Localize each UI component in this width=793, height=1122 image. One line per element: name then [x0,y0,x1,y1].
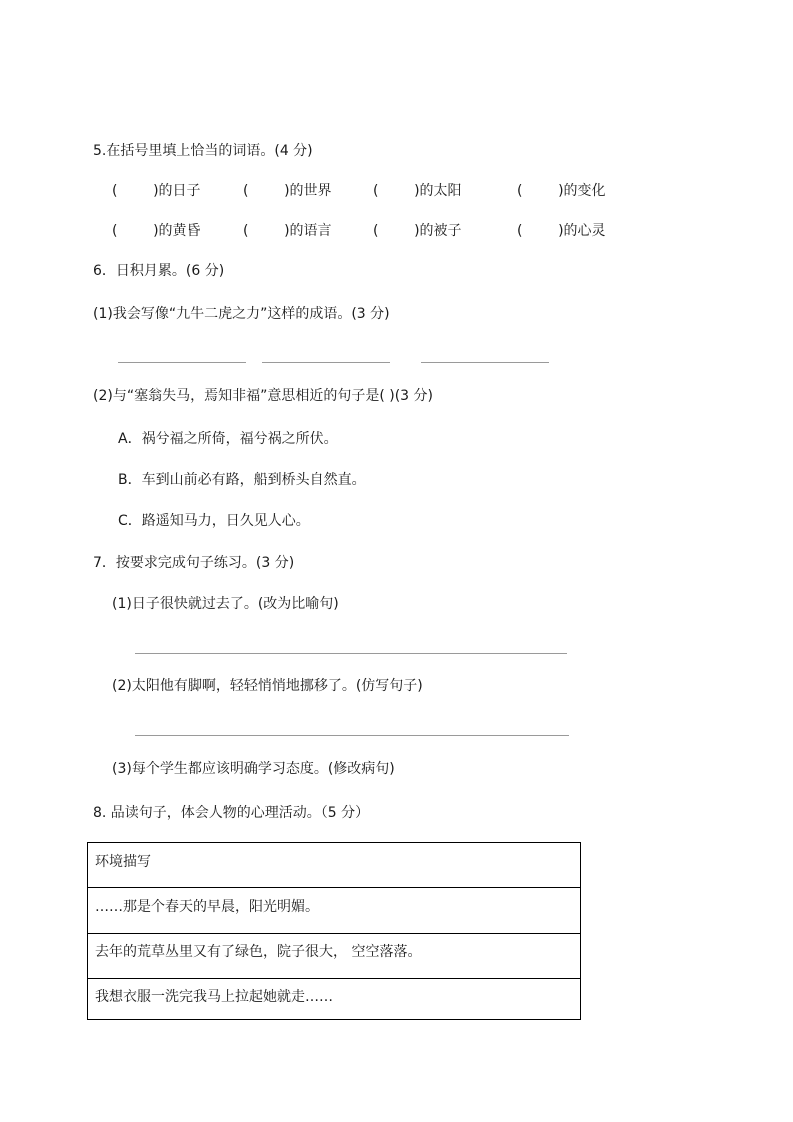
table-row: 我想衣服一洗完我马上拉起她就走…… [95,989,333,1005]
environment-table [87,842,581,1020]
answer-line-3[interactable] [421,362,549,363]
table-row: ……那是个春天的早晨，阳光明媚。 [95,899,319,915]
q5-blank-1[interactable]: ( )的日子 [112,183,201,199]
q5-blank-3[interactable]: ( )的太阳 [373,183,462,199]
q5-title: 5.在括号里填上恰当的词语。(4 分) [93,143,313,159]
q5-blank-7[interactable]: ( )的被子 [373,223,462,239]
q5-blank-6[interactable]: ( )的语言 [243,223,332,239]
q5-blank-2[interactable]: ( )的世界 [243,183,332,199]
answer-line-4[interactable] [135,653,567,654]
q5-blank-8[interactable]: ( )的心灵 [517,223,606,239]
q5-blank-4[interactable]: ( )的变化 [517,183,606,199]
q6-option-b[interactable]: B．车到山前必有路，船到桥头自然直。 [118,472,366,488]
table-row: 去年的荒草丛里又有了绿色，院子很大， 空空落落。 [95,944,422,960]
q6-option-c[interactable]: C．路遥知马力，日久见人心。 [118,513,310,529]
q6-title: 6．日积月累。(6 分) [93,263,225,279]
q7-title: 7．按要求完成句子练习。(3 分) [93,555,295,571]
q8-title: 8. 品读句子，体会人物的心理活动。（5 分） [93,805,370,821]
table-row-divider [88,978,580,979]
answer-line-5[interactable] [135,735,569,736]
q7-part3: (3)每个学生都应该明确学习态度。(修改病句) [112,761,395,777]
table-row-divider [88,933,580,934]
answer-line-1[interactable] [118,362,246,363]
q7-part2: (2)太阳他有脚啊，轻轻悄悄地挪移了。(仿写句子) [112,678,423,694]
answer-line-2[interactable] [262,362,390,363]
q7-part1: (1)日子很快就过去了。(改为比喻句) [112,596,339,612]
q6-option-a[interactable]: A．祸兮福之所倚，福兮祸之所伏。 [118,431,338,447]
table-row-divider [88,887,580,888]
q6-part1: (1)我会写像“九牛二虎之力”这样的成语。(3 分) [93,306,390,322]
table-header: 环境描写 [95,854,151,870]
q5-blank-5[interactable]: ( )的黄昏 [112,223,201,239]
q6-part2: (2)与“塞翁失马，焉知非福”意思相近的句子是( )(3 分) [93,388,433,404]
